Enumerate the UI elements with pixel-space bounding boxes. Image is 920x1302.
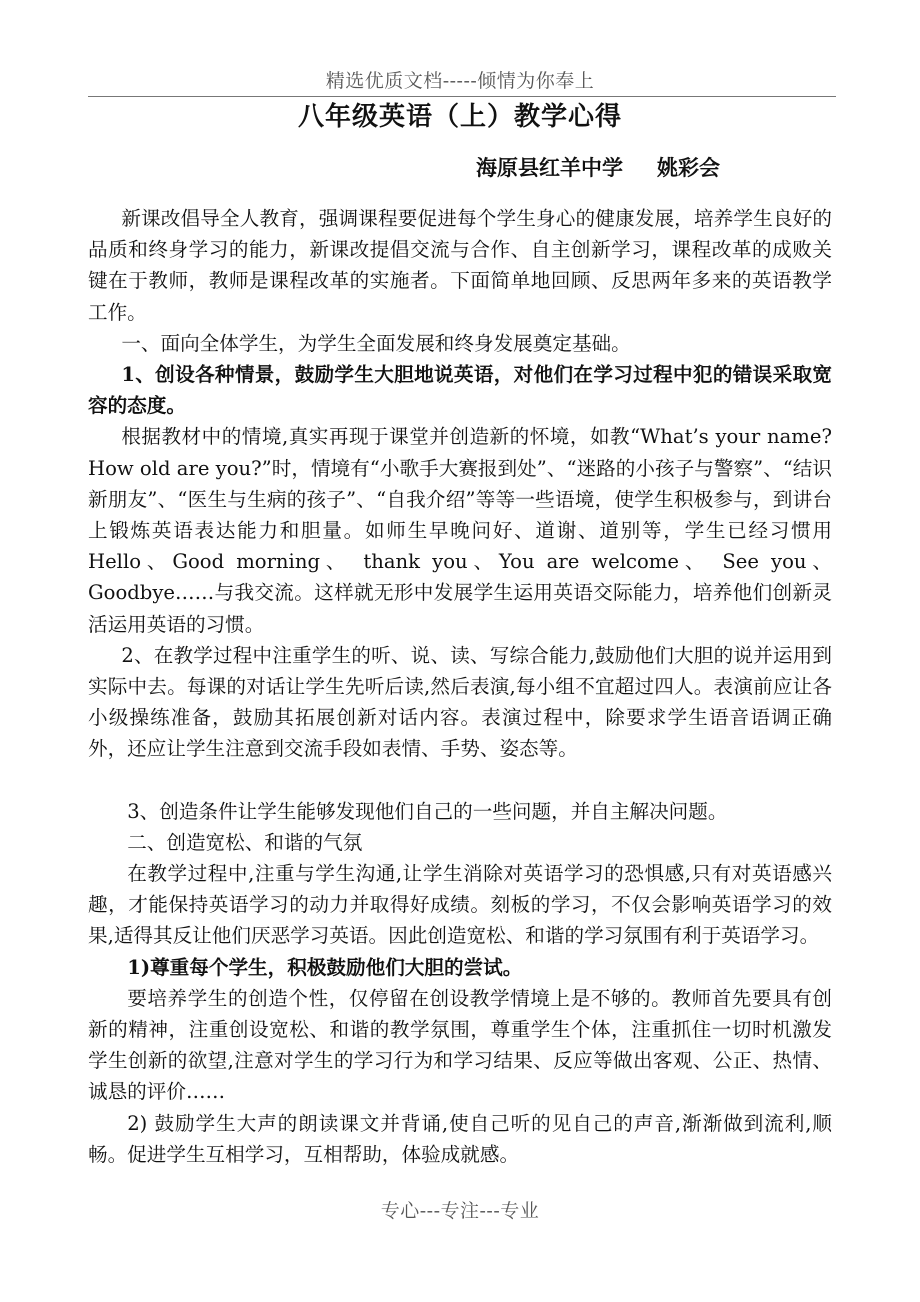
paragraph-situations: 根据教材中的情境,真实再现于课堂并创造新的怀境，如教“What’s your name? How old are you?”时，情境有“小歌手大赛报到处”、“迷路的小孩子与警察”、“结识新朋友”、“医生与生病的孩子”、“自我介绍”等等一些语境，使学生积极参与，到讲台上锻炼英语表达能力和胆量。如师生早晚问好、道谢、道别等，学生已经习惯用 Hello、Good morning、 thank you、You are welcome、 See you、 Goodbye……与我交流。这样就无形中发展学生运用英语交际能力，培养他们创新灵活运用英语的习惯。	[88, 425, 832, 636]
paragraph-atmosphere: 在教学过程中,注重与学生沟通,让学生消除对英语学习的恐惧感,只有对英语感兴趣，才能保持英语学习的动力并取得好成绩。刻板的学习，不仅会影响英语学习的效果,适得其反让他们厌恶学习英语。因此创造宽松、和谐的学习氛围有利于英语学习。	[88, 862, 832, 948]
subheading-2-2: 2) 鼓励学生大声的朗读课文并背诵,使自己听的见自己的声音,渐渐做到流利,顺畅。促进学生互相学习，互相帮助，体验成就感。	[88, 1111, 832, 1166]
section-heading-1: 一、面向全体学生，为学生全面发展和终身发展奠定基础。	[121, 331, 631, 355]
subheading-1-3: 3、创造条件让学生能够发现他们自己的一些问题，并自主解决问题。	[127, 799, 728, 823]
document-body	[88, 203, 832, 1170]
subheading-1-1: 1、创设各种情景，鼓励学生大胆地说英语，对他们在学习过程中犯的错误采取宽容的态度。	[88, 363, 832, 418]
blank-line	[88, 765, 832, 796]
author-school: 海原县红羊中学	[476, 155, 623, 180]
paragraph-intro: 新课改倡导全人教育，强调课程要促进每个学生身心的健康发展，培养学生良好的品质和终身学习的能力，新课改提倡交流与合作、自主创新学习，课程改革的成败关键在于教师，教师是课程改革的实施者。下面简单地回顾、反思两年多来的英语教学工作。	[88, 207, 832, 324]
document-title: 八年级英语（上）教学心得	[297, 102, 622, 132]
paragraph-creativity: 要培养学生的创造个性，仅停留在创设教学情境上是不够的。教师首先要具有创新的精神，注重创设宽松、和谐的教学氛围，尊重学生个体，注重抓住一切时机激发学生创新的欲望,注意对学生的学习行为和学习结果、反应等做出客观、公正、热情、诚恳的评价……	[88, 986, 832, 1104]
paragraph-skills: 2、在教学过程中注重学生的听、说、读、写综合能力,鼓励他们大胆的说并运用到实际中去。每课的对话让学生先听后读,然后表演,每小组不宜超过四人。表演前应让各小级操练准备，鼓励其拓展创新对话内容。表演过程中，除要求学生语音语调正确外，还应让学生注意到交流手段如表情、手势、姿态等。	[88, 643, 832, 761]
subheading-2-1: 1)尊重每个学生，积极鼓励他们大胆的尝试。	[127, 955, 523, 979]
section-heading-2: 二、创造宽松、和谐的气氛	[127, 830, 363, 854]
page-footer: 专心---专注---专业	[380, 1200, 540, 1222]
author-line	[476, 152, 776, 182]
page-header: 精选优质文档-----倾情为你奉上	[325, 70, 595, 92]
author-name: 姚彩会	[657, 155, 720, 180]
